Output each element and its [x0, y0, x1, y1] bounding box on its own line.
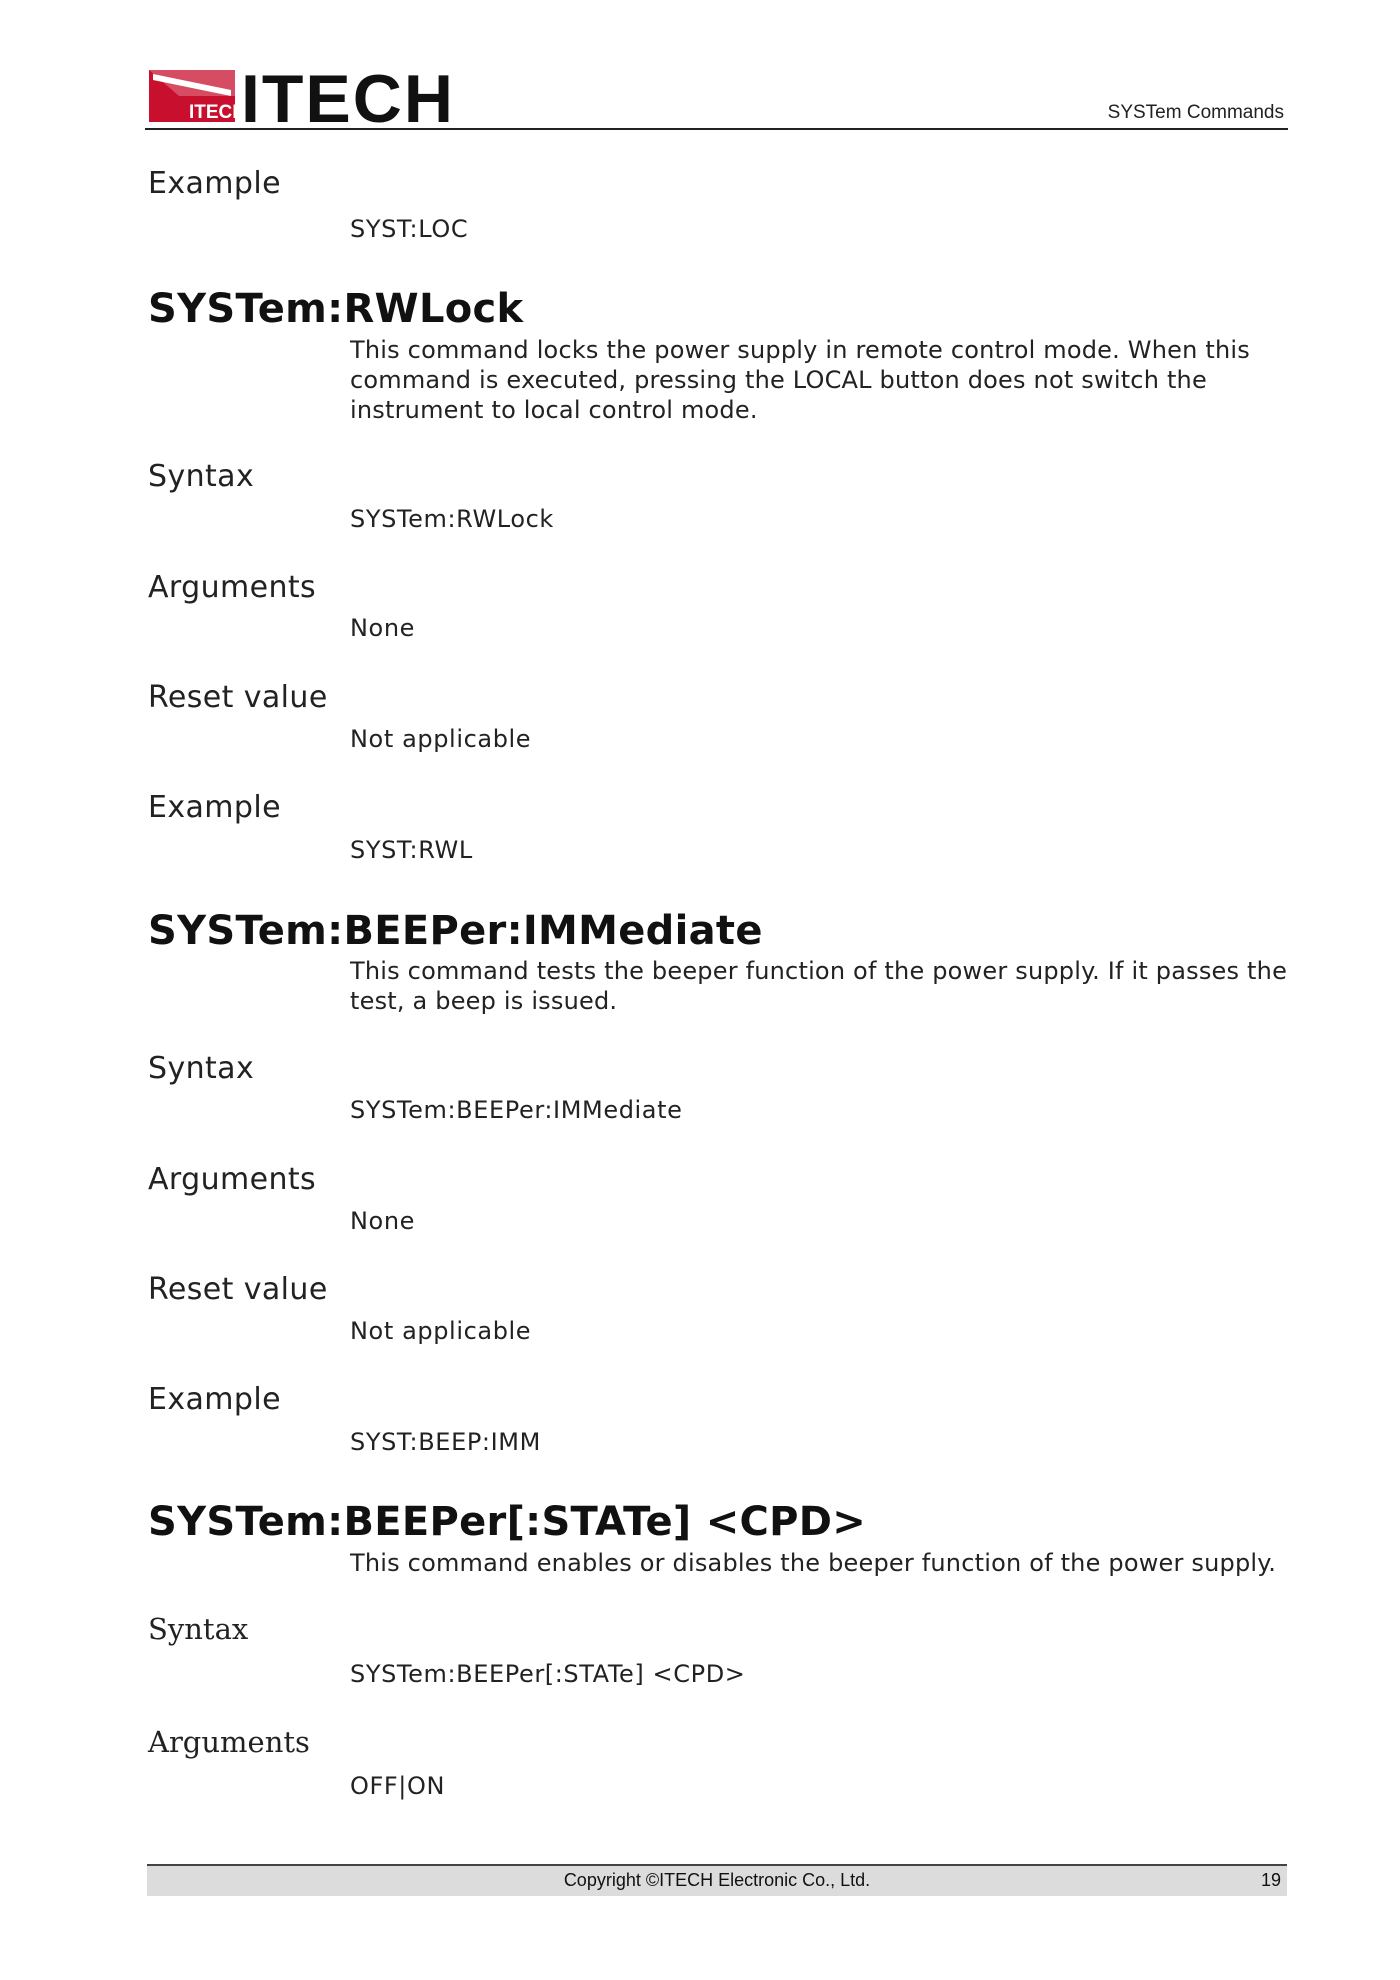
- logo-badge-text: ITECH: [189, 102, 246, 123]
- command-heading-beeper-immediate: SYSTem:BEEPer:IMMediate: [148, 908, 763, 954]
- page-number: 19: [1260, 1870, 1281, 1890]
- command-description-beeper-state: This command enables or disables the beeper function of the power supply.: [350, 1549, 1277, 1577]
- reset-value-label: Reset value: [148, 1272, 328, 1307]
- syntax-label: Syntax: [148, 1051, 255, 1086]
- syntax-value: SYSTem:BEEPer[:STATe] <CPD>: [350, 1660, 746, 1688]
- example-value: SYST:RWL: [350, 836, 473, 864]
- reset-value-label: Reset value: [148, 680, 328, 715]
- example-value: SYST:BEEP:IMM: [350, 1428, 541, 1456]
- example-label: Example: [148, 790, 281, 825]
- page-footer: [147, 1864, 1287, 1896]
- syntax-label: Syntax: [148, 1612, 249, 1646]
- example-value: SYST:LOC: [350, 215, 469, 243]
- syntax-value: SYSTem:RWLock: [350, 505, 554, 533]
- example-label: Example: [148, 1382, 281, 1417]
- command-heading-beeper-state: SYSTem:BEEPer[:STATe] <CPD>: [148, 1499, 867, 1545]
- reset-value: Not applicable: [350, 1317, 532, 1345]
- example-label: Example: [148, 166, 281, 201]
- copyright-text: Copyright ©ITECH Electronic Co., Ltd.: [563, 1870, 871, 1890]
- section-title: SYSTem Commands: [1107, 102, 1284, 123]
- arguments-label: Arguments: [148, 1162, 317, 1197]
- command-heading-rwlock: SYSTem:RWLock: [148, 286, 524, 332]
- reset-value: Not applicable: [350, 725, 532, 753]
- arguments-value: None: [350, 614, 416, 642]
- arguments-value: None: [350, 1207, 416, 1235]
- arguments-label: Arguments: [148, 1725, 310, 1759]
- syntax-label: Syntax: [148, 459, 255, 494]
- command-description-beeper-immediate: This command tests the beeper function of the power supply. If it passes the test, a beep is issued.: [350, 957, 1288, 1015]
- arguments-label: Arguments: [148, 570, 317, 605]
- command-description-rwlock: This command locks the power supply in remote control mode. When this command is executed, pressing the LOCAL button does not switch the instrument to local control mode.: [350, 336, 1250, 424]
- syntax-value: SYSTem:BEEPer:IMMediate: [350, 1096, 683, 1124]
- arguments-value: OFF|ON: [350, 1772, 446, 1800]
- page-header: [145, 66, 1288, 130]
- itech-logo: [149, 66, 469, 126]
- logo-wordmark: ITECH: [241, 66, 455, 126]
